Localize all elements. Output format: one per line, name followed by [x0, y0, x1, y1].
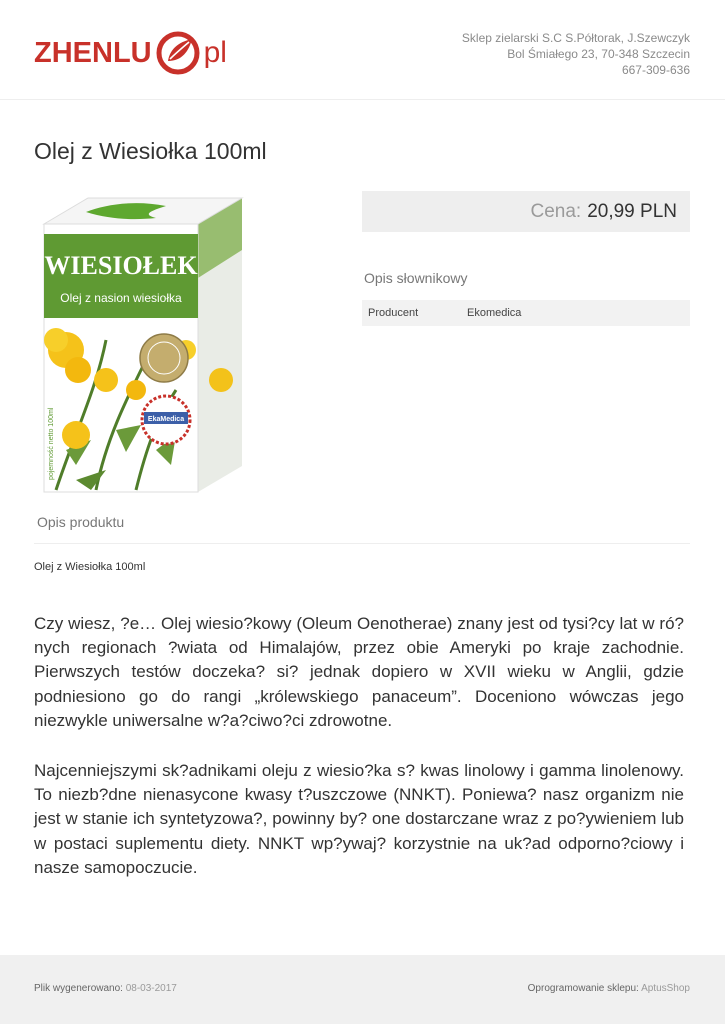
box-volume-text: pojemność netto 100ml	[48, 407, 55, 480]
price-value: 20,99 PLN	[587, 200, 677, 222]
section-divider	[34, 543, 690, 544]
generated-label: Plik wygenerowano:	[34, 983, 123, 994]
box-brand-text: WIESIOŁEK	[44, 251, 198, 280]
software-info	[528, 983, 690, 994]
shop-name: Sklep zielarski S.C S.Półtorak, J.Szewczyk	[461, 31, 690, 45]
logo-wordmark: ZHENLU	[34, 36, 152, 69]
leaf-logo-icon	[156, 31, 200, 75]
page-header	[0, 0, 725, 100]
zhenlu-logo[interactable]	[34, 30, 227, 76]
generated-date: 08-03-2017	[125, 983, 177, 994]
price-box	[362, 191, 690, 232]
dictionary-section-title: Opis słownikowy	[364, 270, 468, 286]
software-link[interactable]: AptusShop	[641, 983, 690, 994]
software-label: Oprogramowanie sklepu:	[527, 983, 639, 994]
dictionary-key: Producent	[368, 307, 419, 319]
shop-contact-info	[462, 30, 690, 78]
dictionary-row	[362, 300, 690, 326]
price-label: Cena:	[530, 200, 582, 222]
generated-info	[34, 983, 177, 994]
box-seal-text: EkaMedica	[147, 416, 185, 423]
description-subtitle: Olej z Wiesiołka 100ml	[34, 561, 146, 573]
shop-phone: 667-309-636	[621, 63, 690, 77]
shop-address: Bol Śmiałego 23, 70-348 Szczecin	[507, 47, 690, 61]
description-paragraph: Najcenniejszymi sk?adnikami oleju z wiesio?ka s? kwas linolowy i gamma linolenowy. To niezb?dne nienasycone kwasy t?uszczowe (NNKT). Poniewa? nasz organizm nie jest w stanie ich syntetyzowa?, powinny by? one dostarczane wraz z po?ywieniem lub w postaci suplementu diety. NNKT wp?ywaj? korzystnie na uk?ad odporno?ciowy i nasze samopoczucie.	[34, 761, 684, 877]
product-title: Olej z Wiesiołka 100ml	[34, 138, 267, 164]
product-box-image	[36, 190, 248, 495]
logo-suffix: pl	[203, 36, 227, 69]
box-subtitle-text: Olej z nasion wiesiołka	[60, 291, 182, 305]
description-section-title: Opis produktu	[37, 514, 125, 530]
page-footer	[0, 955, 725, 1024]
dictionary-value: Ekomedica	[467, 307, 522, 319]
description-paragraph: Czy wiesz, ?e… Olej wiesio?kowy (Oleum Oenotherae) znany jest od tysi?cy lat w ró?nych regionach ?wiata od Himalajów, przez obie Ameryki po kraje zachodnie. Pierwszych testów doczeka? si? jednak dopiero w XVII wieku w Anglii, gdzie podniesiono go do rangi „królewskiego panaceum”. Doceniono wówczas jego niezwykle uniwersalne w?a?ciwo?ci zdrowotne.	[34, 614, 684, 730]
